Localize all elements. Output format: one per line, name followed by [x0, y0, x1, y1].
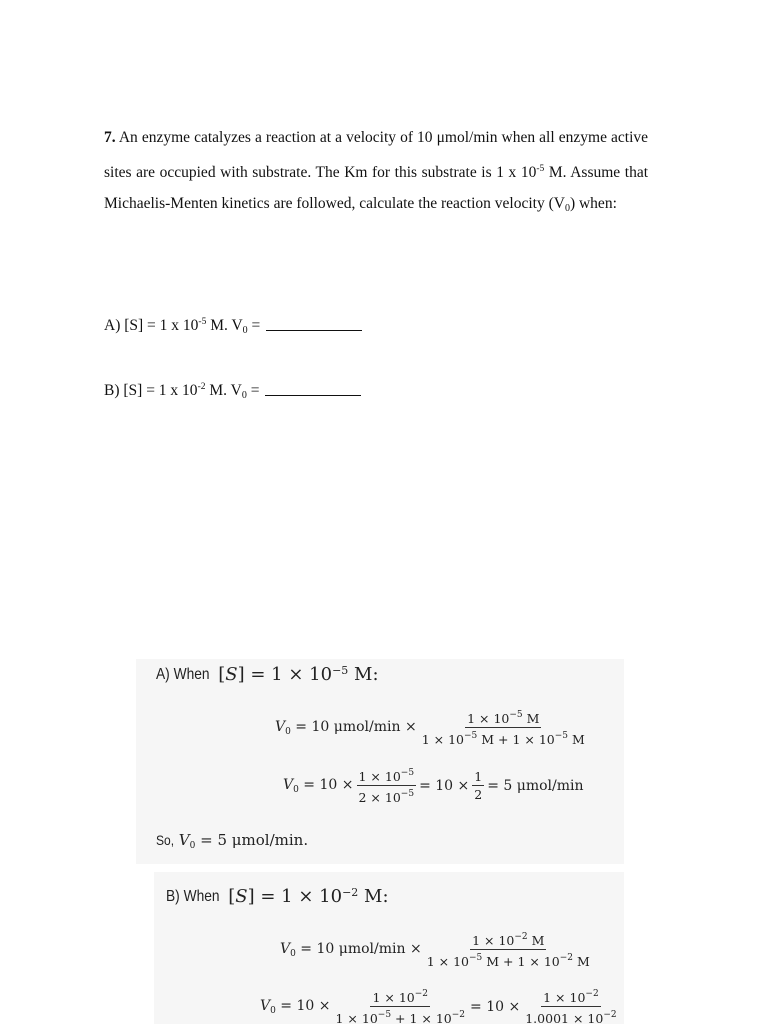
question-line-3: 1 x $10^{-5}$ M. Assume that Michaelis-Menten kinetics are followed, calculate	[104, 163, 648, 212]
question-line-4: the reaction velocity $(V_0)$ when:	[418, 195, 617, 214]
question-number: 7.	[104, 129, 116, 146]
answer-blank-a[interactable]	[266, 316, 362, 331]
solution-a-heading: A) When $[S] = 1 \times 10^{-5}$ M:	[156, 664, 379, 685]
part-b-prompt: B) [S] = 1 x $10^{-2}$ M. $V_0$ =	[104, 381, 361, 401]
answer-blank-b[interactable]	[265, 381, 361, 396]
question-line-2: enzyme active sites are occupied with substrate. The Km for this substrate is	[104, 129, 649, 181]
question-text	[104, 122, 648, 225]
solution-a-equation-2: $V_0 = 10$ × $\frac{1 \times 10^{-5}}{2 \times 10^{-5}}$ = 10 × $\frac{1}{2}$ = 5 μmol/min	[283, 765, 584, 806]
solution-b-equation-1: $V_0 = 10$ μmol/min × $\frac{1 \times 10^{-2} M}{1 \times 10^{-5} M + 1 \times 10^{-2} M}$	[280, 929, 595, 970]
solution-b-heading: B) When $[S] = 1 \times 10^{-2}$ M:	[166, 886, 389, 907]
solution-a-equation-1: $V_0 = 10$ μmol/min × $\frac{1 \times 10^{-5} M}{1 \times 10^{-5} M + 1 \times 10^{-5} M}$	[275, 707, 590, 748]
solution-b-equation-2: $V_0 = 10$ × $\frac{1 \times 10^{-2}}{1 \times 10^{-5} + 1 \times 10^{-2}}$ = 10 × $\frac{1 \times 10^{-2}}{1.0001 \times 10^{-2}}$	[260, 986, 622, 1027]
question-line-1: An enzyme catalyzes a reaction at a velocity of 10 μmol/min when all	[118, 129, 555, 146]
part-a-prompt: A) [S] = 1 x $10^{-5}$ M. $V_0$ =	[104, 316, 362, 336]
solution-a-conclusion: So, $V_0 = 5$ μmol/min.	[156, 831, 309, 851]
